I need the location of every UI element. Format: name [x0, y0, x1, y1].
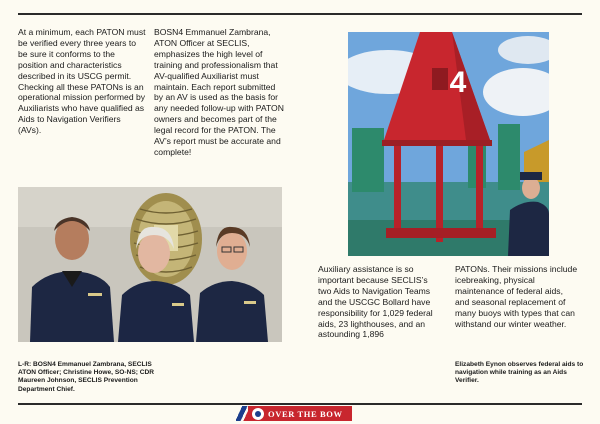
- group-photo: [18, 187, 282, 342]
- coast-guard-emblem-icon: [252, 408, 264, 420]
- bottom-rule: [18, 403, 582, 405]
- article-column-2: BOSN4 Emmanuel Zambrana, ATON Officer at SECLIS, emphasizes the high level of training and professionalism that AV-qualified Auxiliarist must maintain. Each report submitted by an AV is used as the basis for any needed follow-up with PATON owners and becomes part of the legal record for the PATON. The AV’s report must be accurate and complete!: [154, 27, 284, 157]
- footer-label: OVER THE BOW: [268, 408, 343, 419]
- top-rule: [18, 13, 582, 15]
- right-photo-caption: Elizabeth Eynon observes federal aids to navigation while training as an Aids Verifier.: [455, 361, 584, 385]
- article-column-3: Auxiliary assistance is so important because SECLIS’s two Aids to Navigation Teams and the USCGC Bollard have responsibility for 1,029 federal aids, 23 lighthouses, and an astounding 1,896: [318, 264, 433, 340]
- buoy-number: 4: [449, 66, 467, 99]
- footer-banner: [248, 406, 352, 421]
- buoy-photo: [348, 32, 549, 256]
- left-photo-caption: L-R: BOSN4 Emmanuel Zambrana, SECLIS ATON Officer; Christine Howe, SO-NS; CDR Maureen Johnson, SECLIS Prevention Department Chief.: [18, 361, 155, 393]
- article-column-4: PATONs. Their missions include icebreaking, physical maintenance of federal aids, and seasonal replacement of many buoys with types that can withstand our winter weather.: [455, 264, 578, 329]
- article-column-1: At a minimum, each PATON must be verified every three years to be sure it conforms to the position and characteristics described in its USCG permit. Checking all these PATONs is an operational mission performed by Auxiliarists who have qualified as Aids to Navigation Verifiers (AVs).: [18, 27, 146, 136]
